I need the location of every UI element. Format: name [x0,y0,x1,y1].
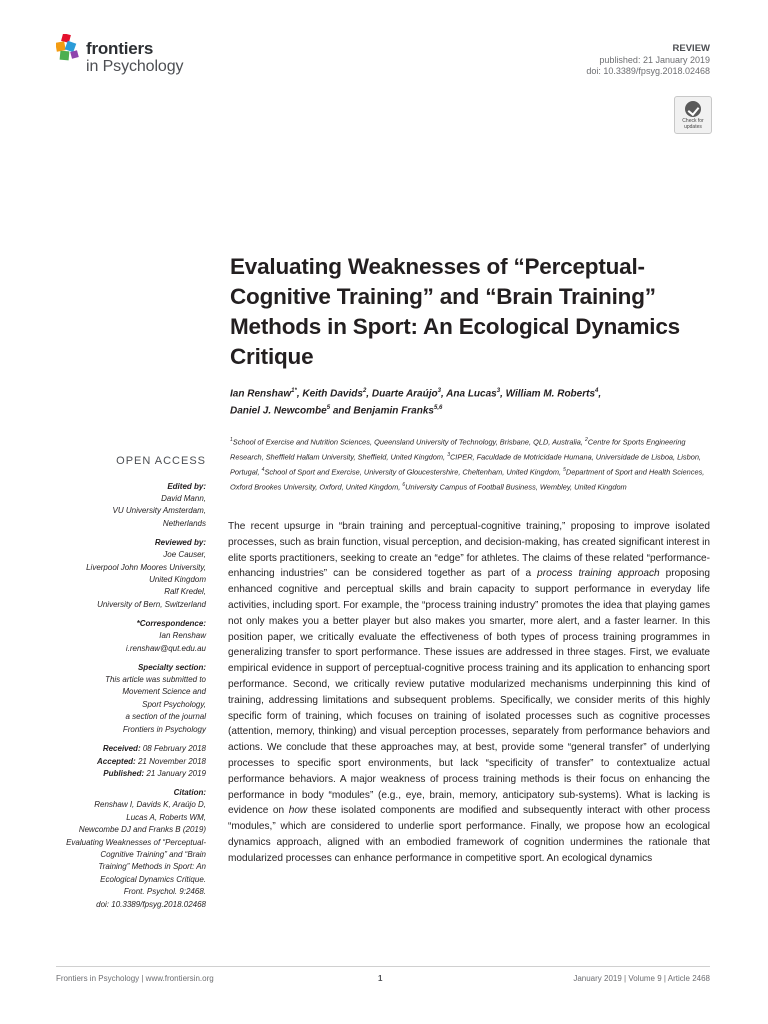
check-icon [685,101,701,117]
journal-name: in Psychology [86,58,184,75]
received-date: Received: 08 February 2018 [102,744,206,754]
citation: Renshaw I, Davids K, Araújo D, Lucas A, Roberts WM, Newcombe DJ and Franks B (2019) Evaluating Weaknesses of “Perceptual- Cognitive Training” and “Brain Training” Methods in Sport: An Ecological Dynamics Critique. Front. Psychol. 9:2468. doi: 10.3389/fpsyg.2018.02468 [66,800,206,909]
author-name[interactable]: Ana Lucas [446,388,497,400]
author-affiliation-marker: 2 [362,388,367,394]
affiliation-text: School of Exercise and Nutrition Sciences, Queensland University of Technology, Brisbane, QLD, Australia, [232,437,583,447]
correspondence[interactable]: Ian Renshaw i.renshaw@qut.edu.au [125,631,206,653]
affiliation-text: School of Sport and Exercise, University of Gloucestershire, Cheltenham, United Kingdom, [264,467,562,477]
reviewed-by-heading: Reviewed by: [154,538,206,548]
author-name[interactable]: Benjamin Franks [353,405,434,417]
journal-brand: frontiers [86,39,154,58]
author-affiliation-marker: 5 [326,405,331,412]
check-for-updates-label: Check for updates [682,118,704,130]
affiliation-text: CIPER, Faculdade de Motricidade Humana, Universidade de Lisboa, Lisbon, Portugal, [230,452,701,477]
page-number: 1 [378,974,383,983]
author-name[interactable]: Ian Renshaw [230,388,292,400]
affiliation-marker: 3 [447,452,450,459]
reviewed-by: Joe Causer, Liverpool John Moores University, United Kingdom Ralf Kredel, University of Bern, Switzerland [86,550,206,609]
published-date: Published: 21 January 2019 [103,768,206,778]
affiliation-marker: 2 [584,437,588,443]
author-name[interactable]: Daniel J. Newcombe [230,405,327,417]
check-for-updates-badge[interactable] [674,96,712,134]
author-affiliation-marker: 3 [496,388,501,394]
affiliation-text: Centre for Sports Engineering Research, Sheffield Hallam University, Sheffield, United Kingdom, [230,437,686,462]
affiliation-marker: 1 [230,437,233,443]
author-list: Ian Renshaw$^{1*}$, Keith Davids$^2$, Duarte Araújo$^3$, Ana Lucas$^3$, William M. Roberts$^4$, Daniel J. Newcombe$^5$ and Benjamin Franks$^{5,6}$ [230,388,602,417]
article-title: Evaluating Weaknesses of “Perceptual-Cognitive Training” and “Brain Training” Methods in Sport: An Ecological Dynamics Critique [230,254,680,369]
affiliation-text: Department of Sport and Health Sciences, Oxford Brookes University, Oxford, United Kingdom, [230,467,705,492]
footer-journal-url[interactable]: Frontiers in Psychology | www.frontiersin.org [56,974,214,983]
publication-date: published: 21 January 2019 [599,54,710,65]
author-affiliation-marker: 4 [595,388,599,394]
author-affiliation-marker: 5,6 [433,405,443,412]
specialty-section: This article was submitted to Movement Science and Sport Psychology, a section of the journal Frontiers in Psychology [105,675,206,734]
edited-by-heading: Edited by: [167,482,206,491]
correspondence-heading: *Correspondence: [136,619,206,629]
article-type: REVIEW [672,43,710,54]
author-affiliation-marker: 3 [437,388,441,394]
affiliation-text: University Campus of Football Business, Wembley, United Kingdom [405,482,627,492]
abstract-text: The recent upsurge in “brain training and perceptual-cognitive training,” proposing to improve isolated processes, such as brain function, visual perception, and decision-making, has created significant interest in elite sports practitioners, seeking to create an “edge” for athletes. The claims of these related “performance-enhancing industries” can be considered together as part of a process training approach proposing enhanced cognitive and perceptual skills and brain capacity to support performance in everyday life activities, including sport. For example, the “process training industry” promotes the idea that playing games not only makes you a better player but also makes you smarter, more alert, and a faster learner. In this position paper, we critically evaluate the effectiveness of both types of process training programmes in generalizing transfer to sport performance. These issues are addressed in three stages. First, we evaluate empirical evidence in support of perceptual-cognitive process training and its application to enhancing sport performance. Second, we critically review putative modularized mechanisms underpinning this kind of training, addressing limitations and subsequent problems. Specifically, we consider merits of this highly specific form of training, which focuses on training of isolated processes such as cognitive processes (attention, memory, thinking) and visual perception processes, separately from performance behaviors and actions. We conclude that these approaches may, at best, provide some “general transfer” of underlying processes to specific sport environments, but lack “specificity of transfer” to contextualize actual performance behaviors. A major weakness of process training methods is their focus on enhancing the performance in body “modules” (e.g., eye, brain, memory, anticipatory sub-systems). What is lacking is evidence on how these isolated components are modified and subsequently interact with other process “modules,” which are considered to underlie sport performance. Finally, we propose how an ecological dynamics approach, aligned with an embodied framework of cognition undermines the rationale that modularized processes can enhance performance in competitive sport. An ecological dynamics [228,521,711,864]
footer-issue-info: January 2019 | Volume 9 | Article 2468 [573,974,710,983]
journal-logo [56,32,206,80]
footer-divider [56,966,710,967]
affiliation-marker: 6 [402,482,406,489]
open-access-label: OPEN ACCESS [116,455,206,467]
doi-link[interactable]: doi: 10.3389/fpsyg.2018.02468 [586,66,710,77]
author-name[interactable]: Duarte Araújo [371,388,438,400]
specialty-section-heading: Specialty section: [137,663,206,673]
edited-by: David Mann, VU University Amsterdam, Netherlands [112,494,206,528]
article-info-sidebar [56,455,206,911]
article-meta [586,43,710,77]
citation-heading: Citation: [173,788,206,798]
author-affiliation-marker: 1* [291,388,297,394]
affiliation-marker: 5 [563,467,566,474]
author-name[interactable]: Keith Davids [302,388,363,400]
affiliations [230,434,712,494]
accepted-date: Accepted: 21 November 2018 [97,756,206,766]
author-name[interactable]: William M. Roberts [505,388,596,400]
frontiers-logo-icon [56,34,82,62]
affiliation-marker: 4 [261,467,265,474]
